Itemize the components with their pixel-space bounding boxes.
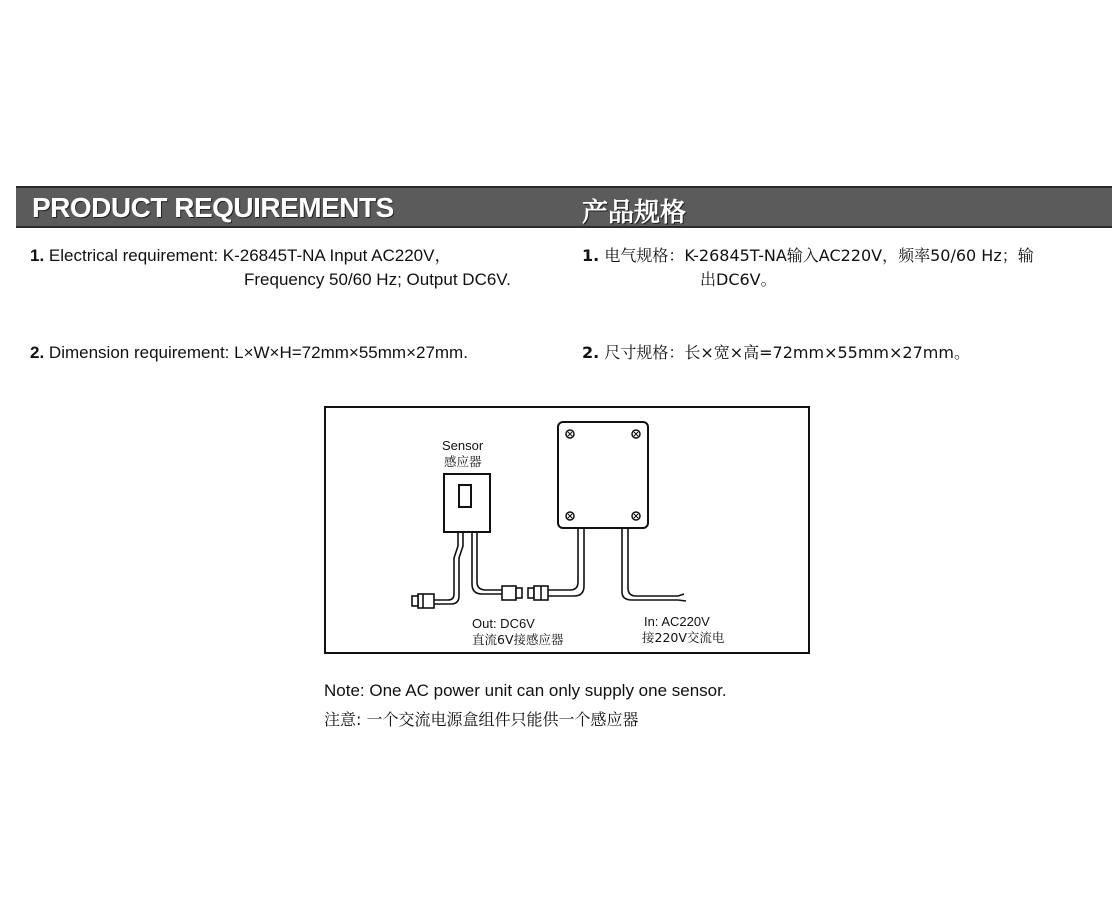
req-en-1-continued: Frequency 50/60 Hz; Output DC6V.	[244, 270, 511, 289]
req-en-1	[30, 244, 451, 268]
wiring-diagram-drawing	[326, 408, 808, 652]
in-label-en: In: AC220V	[644, 614, 710, 629]
req-cn-2	[582, 341, 970, 365]
sensor-window	[459, 485, 471, 507]
req-cn-2-line1: 尺寸规格：长×宽×高=72mm×55mm×27mm。	[604, 343, 970, 362]
connector-sensor-right	[502, 586, 522, 600]
req-cn-2-number: 2.	[582, 343, 600, 362]
wiring-diagram	[324, 406, 810, 654]
sensor-label-en: Sensor	[442, 438, 484, 453]
req-cn-1-continued: 出DC6V。	[700, 270, 777, 289]
section-title-en: PRODUCT REQUIREMENTS	[32, 192, 394, 223]
note-en: Note: One AC power unit can only supply one sensor.	[324, 681, 727, 700]
note-cn: 注意: 一个交流电源盒组件只能供一个感应器	[324, 710, 639, 729]
power-input-cable	[622, 528, 686, 601]
in-label-cn: 接220V交流电	[642, 630, 725, 645]
req-en-1-line1: Electrical requirement: K-26845T-NA Input AC220V，	[48, 246, 452, 265]
connector-sensor-left	[412, 594, 434, 608]
req-en-2-line1: Dimension requirement: L×W×H=72mm×55mm×27mm.	[48, 343, 468, 362]
power-output-cable	[548, 528, 584, 596]
sensor-label-cn: 感应器	[444, 454, 482, 469]
req-cn-1	[582, 244, 1034, 268]
req-cn-1-number: 1.	[582, 246, 600, 265]
req-en-1-number: 1.	[30, 246, 45, 265]
req-cn-1-line1: 电气规格：K-26845T-NA输入AC220V，频率50/60 Hz；输	[604, 246, 1034, 265]
connector-power-out	[528, 586, 548, 600]
section-title-cn: 产品规格	[582, 198, 687, 228]
req-en-2-number: 2.	[30, 343, 45, 362]
sensor-cables	[434, 532, 502, 604]
out-label-cn: 直流6V接感应器	[472, 632, 564, 647]
out-label-en: Out: DC6V	[472, 616, 535, 631]
req-en-2	[30, 341, 468, 365]
section-header-bar	[16, 186, 1112, 228]
